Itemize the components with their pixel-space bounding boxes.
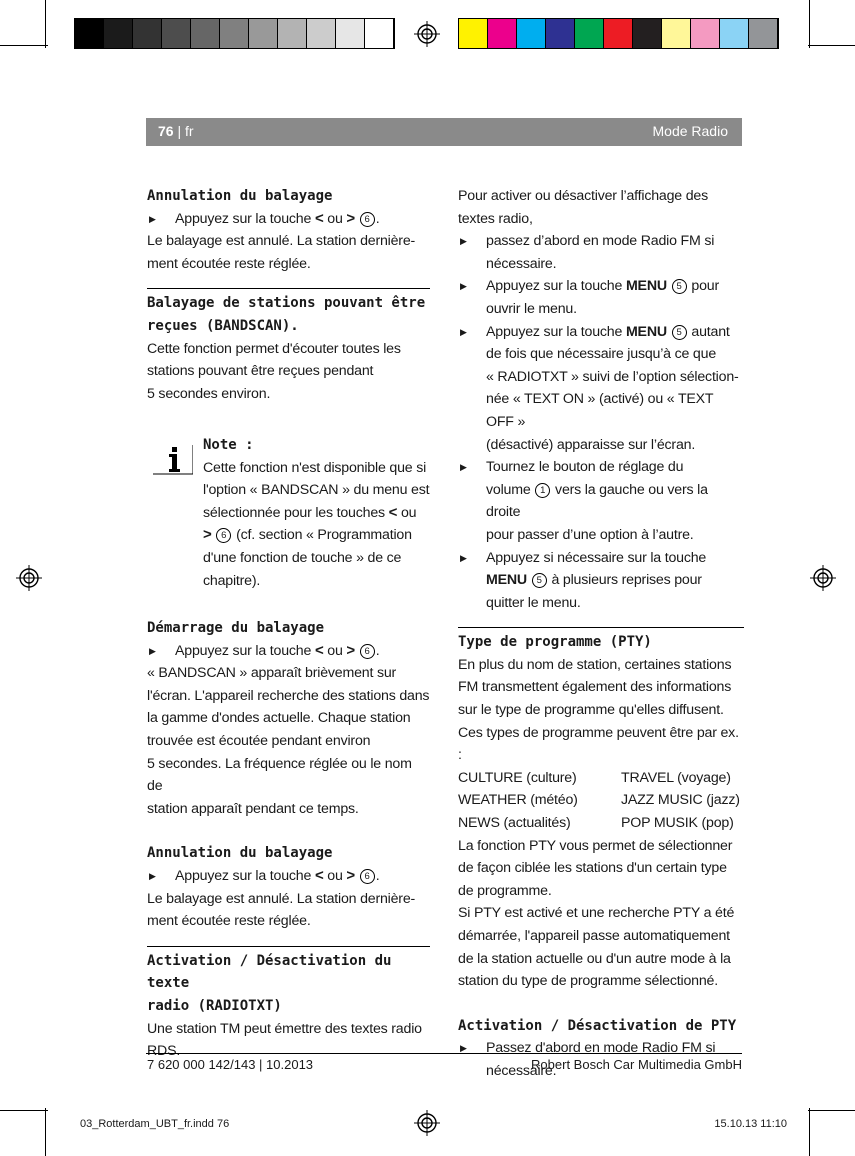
- slug-date: 15.10.13 11:10: [714, 1118, 787, 1130]
- color-swatch: [546, 19, 575, 48]
- color-swatch: [459, 19, 488, 48]
- color-swatch: [220, 19, 249, 48]
- info-icon: [153, 445, 193, 475]
- color-swatch: [336, 19, 365, 48]
- crop-mark-bottom-left-v: [45, 1108, 46, 1156]
- heading-scan-cancel: Annulation du balayage: [147, 845, 333, 862]
- color-swatch: [604, 19, 633, 48]
- footer-rule: [146, 1053, 742, 1054]
- heading-bandscan: Balayage de stations pouvant être: [147, 295, 426, 312]
- registration-mark-icon: [414, 1110, 440, 1136]
- color-swatch: [162, 19, 191, 48]
- language-label: | fr: [177, 123, 194, 139]
- color-swatch: [133, 19, 162, 48]
- registration-mark-icon: [810, 565, 836, 591]
- note-box: Note : Cette fonction n'est disponible que si l'option « BANDSCAN » du menu est sélectionnée pour les touches < ou > 6 (cf. section « Programmation d'une fonction de touche » de ce chapitre).: [203, 434, 435, 592]
- heading-bandscan: reçues (BANDSCAN).: [147, 317, 299, 334]
- color-swatch: [662, 19, 691, 48]
- paragraph: stations pouvant être reçues pendant: [147, 363, 374, 380]
- crop-mark-bottom-right-h: [808, 1110, 855, 1111]
- color-swatch: [691, 19, 720, 48]
- crop-mark-bottom-right-v: [809, 1108, 810, 1156]
- crop-mark-bottom-left-h: [0, 1110, 48, 1111]
- step-5: ▶ Appuyez si nécessaire sur la touche MENU 5 à plusieurs reprises pour quitter le menu.: [458, 547, 744, 615]
- pty-table-row: CULTURE (culture) TRAVEL (voyage): [458, 769, 731, 786]
- color-swatch: [517, 19, 546, 48]
- left-column: [147, 185, 430, 405]
- crop-mark-top-right-v: [809, 0, 810, 48]
- note-title: Note :: [203, 437, 254, 453]
- slug-filename: 03_Rotterdam_UBT_fr.indd 76: [80, 1118, 230, 1130]
- crop-mark-top-left-h: [0, 45, 48, 46]
- color-swatch: [749, 19, 778, 48]
- registration-mark-icon: [16, 565, 42, 591]
- heading-pty-activation: Activation / Désactivation de PTY: [458, 1017, 737, 1034]
- pty-table-row: NEWS (actualités) POP MUSIK (pop): [458, 815, 734, 832]
- crop-mark-top-right-h: [808, 45, 855, 46]
- step-4: ▶ Tournez le bouton de réglage du volume 1 vers la gauche ou vers la droite pour passer d’une option à l’autre.: [458, 456, 744, 546]
- step-3: ▶ Appuyez sur la touche MENU 5 autant de fois que nécessaire jusqu’à ce que « RADIOTXT » suivi de l’option sélection- née « TEXT ON » (activé) ou « TEXT OFF » (désactivé) apparaisse sur l’écran.: [458, 321, 744, 457]
- color-swatch: [249, 19, 278, 48]
- color-swatch: [633, 19, 662, 48]
- color-swatch: [191, 19, 220, 48]
- crop-mark-top-left-v: [45, 0, 46, 48]
- color-swatch: [720, 19, 749, 48]
- pty-table-row: WEATHER (météo) JAZZ MUSIC (jazz): [458, 792, 740, 809]
- color-swatch: [75, 19, 104, 48]
- step-scan-cancel: ▶ Appuyez sur la touche < ou > 6 .: [147, 865, 430, 888]
- footer-code: 7 620 000 142/143 | 10.2013: [147, 1057, 314, 1072]
- heading-pty: Type de programme (PTY): [458, 634, 652, 651]
- color-swatch: [365, 19, 394, 48]
- section-title: Mode Radio: [652, 123, 728, 139]
- paragraph: ment écoutée reste réglée.: [147, 255, 311, 272]
- paragraph: 5 secondes environ.: [147, 385, 271, 402]
- step-scan-cancel: ▶ Appuyez sur la touche < ou > 6 .: [147, 208, 430, 231]
- step-1: ▶ passez d’abord en mode Radio FM si nécessaire.: [458, 230, 744, 275]
- heading-radiotext: radio (RADIOTXT): [147, 997, 282, 1014]
- left-column-lower: Démarrage du balayage ▶ Appuyez sur la touche < ou > 6 . « BANDSCAN » apparaît brièvement sur l'écran. L'appareil recherche des stations dans la gamme d'ondes actuelle. Chaque station trouvée est écoutée pendant environ 5 secondes. La fréquence réglée ou le nom de station apparaît pendant ce temps. Annulation du balayage ▶ Appuyez sur la touche < ou > 6 . Le balayage est annulé. La station dernière- ment écoutée reste réglée. Activation / Désactivation du texte radio (RADIOTXT) Une station TM peut émettre des textes radio RDS.: [147, 617, 430, 1063]
- color-swatch: [104, 19, 133, 48]
- color-swatch: [575, 19, 604, 48]
- heading-scan-cancel: Annulation du balayage: [147, 188, 333, 204]
- page-header: [146, 118, 742, 146]
- paragraph: Cette fonction permet d'écouter toutes les: [147, 340, 401, 357]
- right-column: Pour activer ou désactiver l’affichage des textes radio, ▶ passez d’abord en mode Radio FM si nécessaire. ▶ Appuyez sur la touche MENU 5 pour ouvrir le menu. ▶ Appuyez sur la touche MENU 5 autant de fois que nécessaire jusqu’à ce que « RADIOTXT » suivi de l’option sélection- née « TEXT ON » (activé) ou « TEXT OFF » (désactivé) apparaisse sur l’écran. ▶ Tournez le bouton de réglage du volume 1 vers la gauche ou vers la droite pour passer d’une option à l’autre. ▶ Appuyez si nécessaire sur la touche MENU 5 à plusieurs reprises pour quitter le menu. Type de programme (PTY) En plus du nom de station, certaines stations FM transmettent également des informations sur le type de programme qu'elles diffusent. Ces types de programme peuvent être par ex. : CULTURE (culture) TRAVEL (voyage) WEATHER (météo) JAZZ MUSIC (jazz) NEWS (actualités) POP MUSIK (pop) La fonction PTY vous permet de sélectionner de façon ciblée les stations d'un certain type de programme. Si PTY est activé et une recherche PTY a été démarrée, l'appareil passe automatiquement de la station actuelle ou d'un autre mode à la station du type de programme sélectionné. Activation / Désactivation de PTY ▶ Passez d'abord en mode Radio FM si nécessaire.: [458, 185, 744, 1083]
- heading-radiotext: Activation / Désactivation du texte: [147, 952, 392, 992]
- gray-swatch-strip: [74, 18, 395, 49]
- paragraph: Le balayage est annulé. La station dernière-: [147, 233, 416, 250]
- footer-company: Robert Bosch Car Multimedia GmbH: [531, 1057, 742, 1072]
- color-swatch: [307, 19, 336, 48]
- heading-scan-start: Démarrage du balayage: [147, 620, 325, 636]
- page-number: 76: [158, 123, 174, 139]
- step-scan-start: ▶ Appuyez sur la touche < ou > 6 .: [147, 640, 430, 663]
- color-swatch-strip: [458, 18, 779, 49]
- step-2: ▶ Appuyez sur la touche MENU 5 pour ouvrir le menu.: [458, 275, 744, 320]
- color-swatch: [488, 19, 517, 48]
- step-pty: ▶ Passez d'abord en mode Radio FM si nécessaire.: [458, 1037, 744, 1082]
- registration-mark-icon: [414, 21, 440, 47]
- color-swatch: [278, 19, 307, 48]
